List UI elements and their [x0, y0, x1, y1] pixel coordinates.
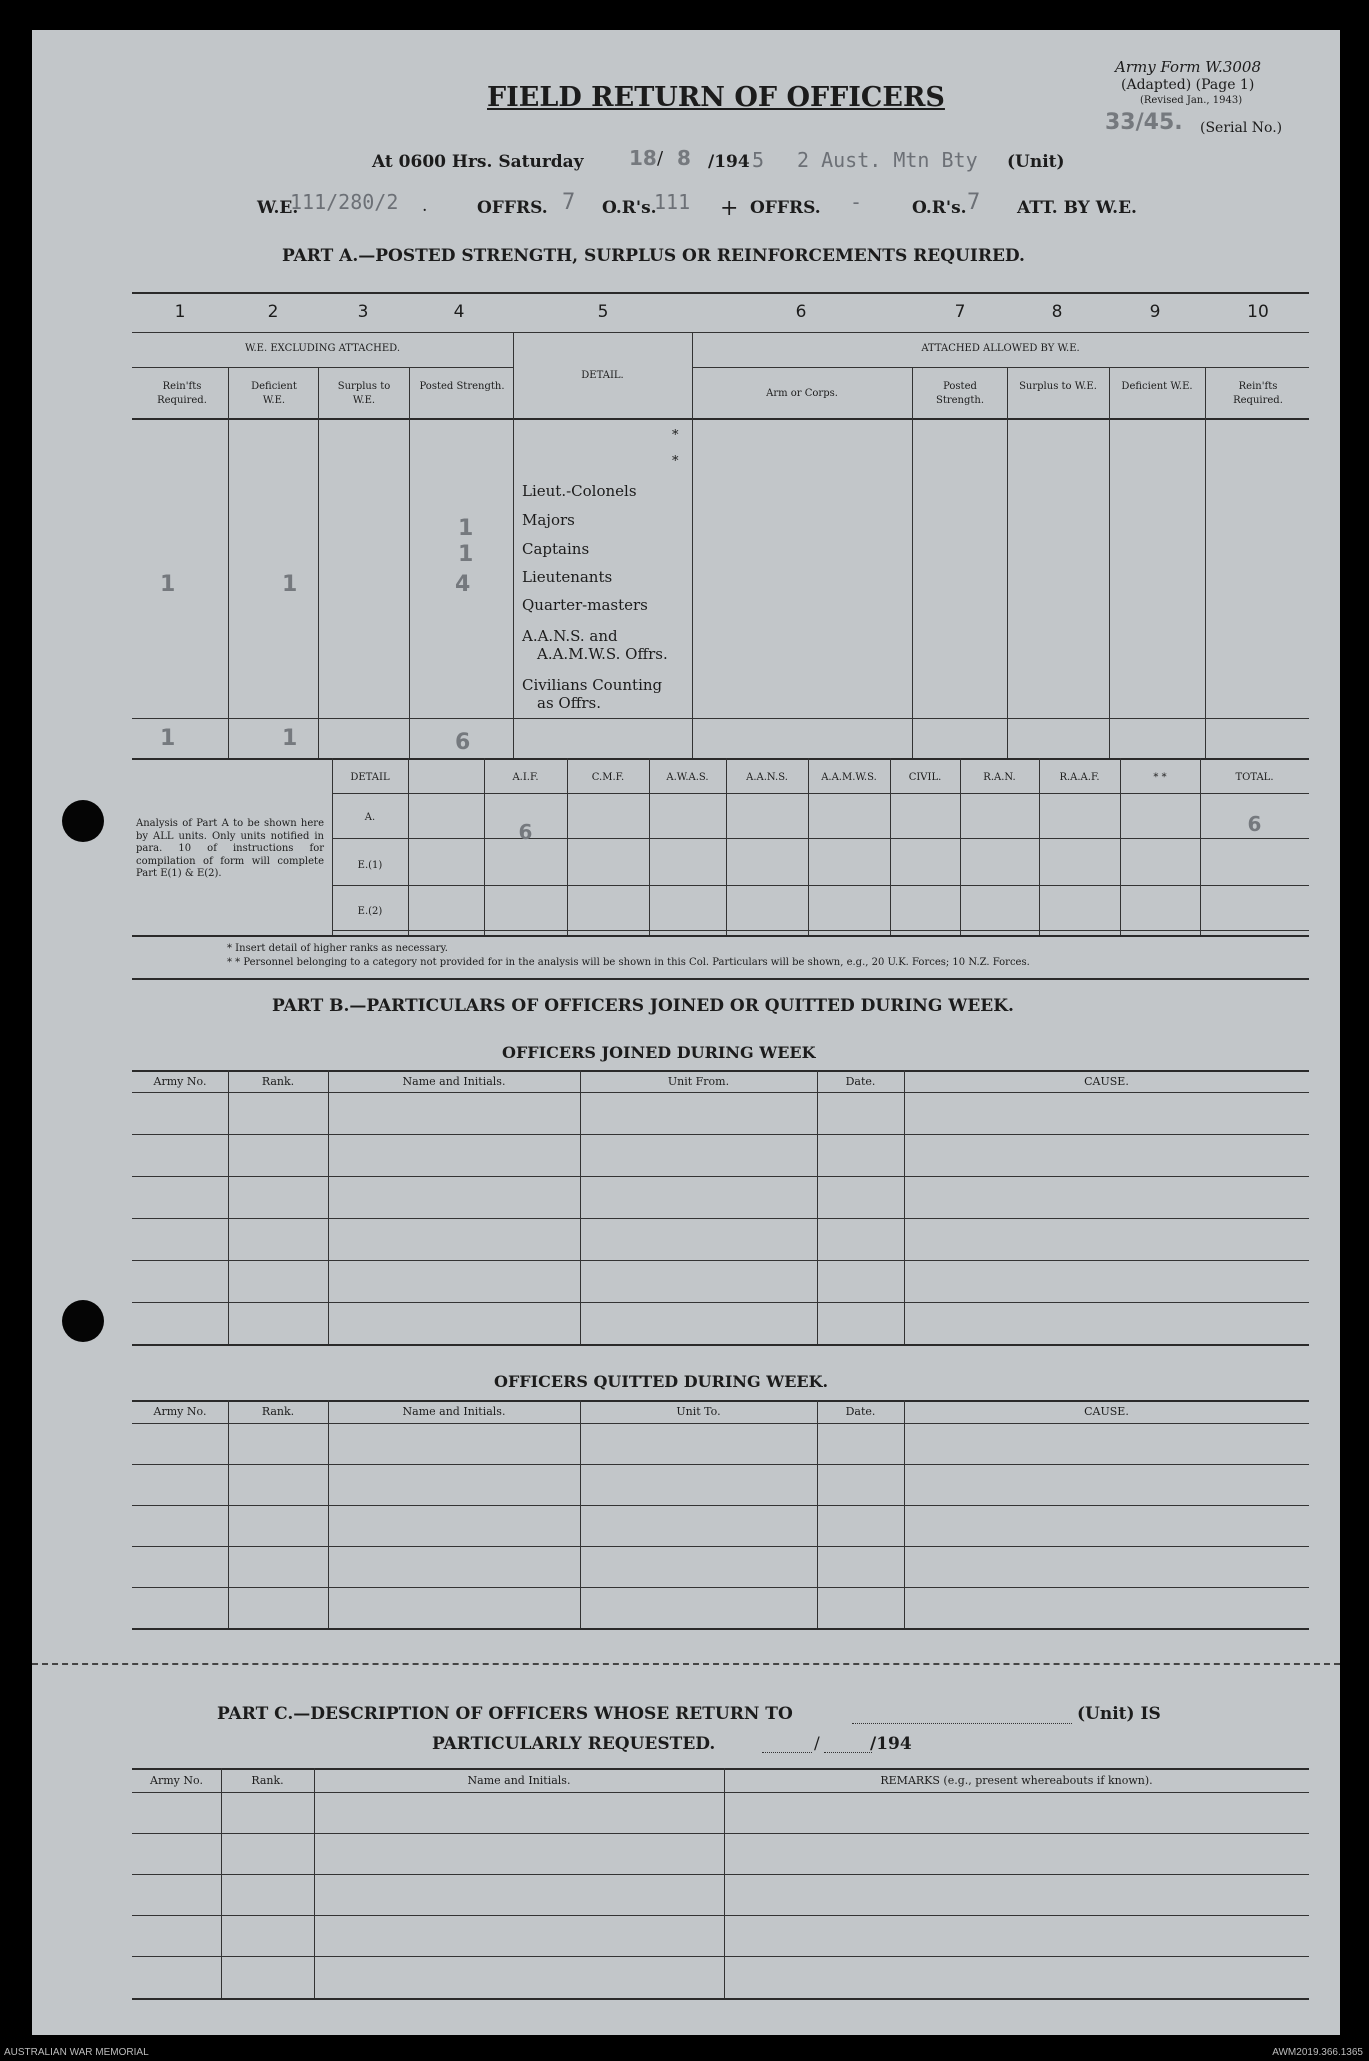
col-number: 9	[1149, 302, 1161, 322]
attached-allowed-header: ATTACHED ALLOWED BY W.E.	[921, 343, 1080, 354]
analysis-aif-value: 6	[518, 820, 533, 844]
joined-header: Name and Initials.	[402, 1075, 506, 1088]
date-blank	[762, 1752, 812, 1753]
rule	[132, 1400, 1309, 1402]
majors-posted: 1	[458, 516, 474, 541]
date-blank	[824, 1752, 872, 1753]
rule	[1200, 758, 1201, 935]
rule	[132, 332, 1309, 333]
rule	[228, 367, 229, 758]
rule	[132, 1505, 1309, 1506]
rule	[132, 978, 1309, 980]
quitted-header: Name and Initials.	[402, 1405, 506, 1418]
rule	[1205, 367, 1206, 758]
joined-header: Army No.	[153, 1075, 207, 1088]
rule	[132, 1344, 1309, 1346]
col-number: 3	[357, 302, 369, 322]
offrs2-label: OFFRS.	[750, 198, 821, 218]
analysis-row-label: E.(1)	[357, 860, 383, 871]
rank-lieutenants: Lieutenants	[522, 568, 613, 586]
rank-aamws: A.A.M.W.S. Offrs.	[537, 645, 668, 663]
total-posted: 6	[455, 730, 471, 755]
plus-sign: +	[720, 196, 739, 221]
ors-value: 111	[654, 190, 691, 214]
rule	[484, 758, 485, 935]
rule	[332, 930, 1309, 931]
date-year-typed: 5	[752, 148, 765, 172]
cut-line	[32, 1663, 1340, 1665]
rule	[132, 1792, 1309, 1793]
rule	[912, 367, 913, 758]
total-deficient: 1	[282, 726, 298, 751]
header-att-surplus: Surplus to W.E.	[1019, 381, 1097, 392]
rule	[132, 367, 513, 368]
rank-aans: A.A.N.S. and	[522, 627, 618, 645]
rule	[960, 758, 961, 935]
captains-posted: 1	[458, 542, 474, 567]
rule	[890, 758, 891, 935]
offrs-label: OFFRS.	[477, 198, 548, 218]
rule	[332, 885, 1309, 886]
analysis-row-label: A.	[364, 812, 376, 823]
rule	[132, 935, 1309, 937]
quitted-header: Unit To.	[676, 1405, 721, 1418]
rule	[808, 758, 809, 935]
col-number: 7	[954, 302, 966, 322]
rule	[1120, 758, 1121, 935]
rule	[132, 1070, 1309, 1072]
part-c-header: Army No.	[150, 1774, 203, 1787]
part-c-header: Name and Initials.	[467, 1774, 571, 1787]
analysis-header: A.W.A.S.	[666, 772, 709, 783]
rank-majors: Majors	[522, 511, 575, 529]
lieut-posted: 4	[455, 572, 471, 597]
rule	[314, 1768, 315, 1998]
rank-lieut-colonels: Lieut.-Colonels	[522, 482, 637, 500]
col-number: 4	[453, 302, 465, 322]
analysis-header: R.A.A.F.	[1059, 772, 1100, 783]
unit-name: 2 Aust. Mtn Bty	[797, 148, 978, 172]
quitted-title: OFFICERS QUITTED DURING WEEK.	[494, 1372, 829, 1391]
rule	[817, 1400, 818, 1628]
rule	[132, 1218, 1309, 1219]
col-number: 8	[1051, 302, 1063, 322]
part-a-title: PART A.—POSTED STRENGTH, SURPLUS OR REINFORCEMENTS REQUIRED.	[282, 246, 1025, 266]
date-day: 18	[629, 146, 657, 170]
header-arm-corps: Arm or Corps.	[766, 388, 838, 399]
page-title: FIELD RETURN OF OFFICERS	[487, 82, 945, 113]
att-label: ATT. BY W.E.	[1017, 198, 1137, 218]
rule	[132, 1956, 1309, 1957]
joined-header: Rank.	[261, 1075, 295, 1088]
rule	[1109, 367, 1110, 758]
rule	[1039, 758, 1040, 935]
header-posted: Posted Strength.	[419, 381, 505, 392]
col-number: 10	[1247, 302, 1269, 322]
rule	[132, 1587, 1309, 1588]
rule	[132, 1546, 1309, 1547]
lieut-reinf: 1	[160, 572, 176, 597]
ors2-label: O.R's.	[912, 198, 967, 218]
analysis-row-label: E.(2)	[357, 906, 383, 917]
offrs-value: 7	[562, 190, 576, 215]
analysis-header: TOTAL.	[1235, 772, 1274, 783]
col-number: 2	[267, 302, 279, 322]
header-att-reinf: Rein'fts Required.	[1233, 381, 1283, 406]
rule	[332, 793, 1309, 794]
rule	[132, 1768, 1309, 1770]
part-c-title2: PARTICULARLY REQUESTED.	[432, 1734, 716, 1754]
rule	[904, 1400, 905, 1628]
rule	[817, 1070, 818, 1344]
rule	[1007, 367, 1008, 758]
form-number: Army Form W.3008	[1115, 58, 1261, 76]
rule	[132, 1464, 1309, 1465]
rank-quarter-masters: Quarter-masters	[522, 596, 648, 614]
rule	[132, 1092, 1309, 1093]
analysis-header: C.M.F.	[591, 772, 625, 783]
we-excluding-header: W.E. EXCLUDING ATTACHED.	[244, 343, 401, 354]
rule	[332, 838, 1309, 839]
part-c-header: REMARKS (e.g., present whereabouts if known).	[880, 1774, 1153, 1787]
rule	[513, 332, 514, 758]
footnote-1: * Insert detail of higher ranks as necessary.	[227, 943, 448, 954]
rule	[132, 1628, 1309, 1630]
rule	[228, 1070, 229, 1344]
rule	[328, 1070, 329, 1344]
analysis-header: CIVIL.	[908, 772, 942, 783]
form-page	[32, 30, 1340, 2035]
part-c-header: Rank.	[251, 1774, 284, 1787]
rule	[132, 1423, 1309, 1424]
rule	[132, 1176, 1309, 1177]
part-c-date: /194	[870, 1734, 912, 1754]
analysis-header: DETAIL	[350, 772, 390, 783]
rank-civilians: Civilians Counting	[522, 676, 663, 694]
total-reinf: 1	[160, 726, 176, 751]
rule	[132, 718, 1309, 719]
rule	[904, 1070, 905, 1344]
quitted-header: Army No.	[153, 1405, 207, 1418]
part-c-unit: (Unit) IS	[1077, 1704, 1161, 1724]
rule	[567, 758, 568, 935]
rule	[132, 1260, 1309, 1261]
rule	[132, 418, 1309, 420]
joined-header: Unit From.	[667, 1075, 730, 1088]
form-revised: (Revised Jan., 1943)	[1140, 95, 1243, 106]
header-reinf: Rein'fts Required.	[157, 381, 207, 406]
rule	[580, 1070, 581, 1344]
header-att-posted: Posted Strength.	[935, 381, 985, 406]
joined-title: OFFICERS JOINED DURING WEEK	[502, 1043, 816, 1062]
rule	[221, 1768, 222, 1998]
quitted-header: Rank.	[261, 1405, 295, 1418]
rule	[409, 367, 410, 758]
header-deficient: Deficient W.E.	[251, 381, 297, 406]
star-marker: *	[672, 428, 679, 443]
punch-hole	[62, 1300, 104, 1342]
header-att-deficient: Deficient W.E.	[1121, 381, 1193, 392]
joined-header: Date.	[845, 1075, 876, 1088]
footnote-2: * * Personnel belonging to a category not provided for in the analysis will be shown in this Col. Particulars will be shown, e.g., 20 U.K. Forces; 10 N.Z. Forces.	[227, 957, 1030, 968]
rule	[132, 1915, 1309, 1916]
part-c-slash: /	[814, 1734, 820, 1754]
rule	[228, 1400, 229, 1628]
star-marker: *	[672, 454, 679, 469]
rule	[132, 1833, 1309, 1834]
date-month: 8	[677, 146, 691, 170]
footer-accession: AWM2019.366.1365	[1272, 2047, 1363, 2058]
rule	[132, 758, 1309, 760]
rule	[328, 1400, 329, 1628]
ors2-value: 7	[967, 190, 981, 215]
rule	[580, 1400, 581, 1628]
rule	[726, 758, 727, 935]
analysis-header: A.A.M.W.S.	[821, 772, 877, 783]
rule	[408, 758, 409, 935]
analysis-total-value: 6	[1247, 812, 1262, 836]
rule	[132, 1874, 1309, 1875]
lieut-deficient: 1	[282, 572, 298, 597]
date-slash: /	[657, 148, 664, 169]
we-label: W.E.	[257, 198, 299, 218]
time-label: At 0600 Hrs. Saturday	[372, 152, 584, 172]
serial-label: (Serial No.)	[1200, 120, 1283, 136]
analysis-header: A.A.N.S.	[746, 772, 788, 783]
date-year: /194	[708, 152, 750, 172]
analysis-header: A.I.F.	[512, 772, 539, 783]
rule	[132, 292, 1309, 294]
form-adapted: (Adapted) (Page 1)	[1121, 77, 1255, 93]
unit-label: (Unit)	[1007, 152, 1065, 172]
we-dot: .	[422, 196, 428, 216]
col-number: 5	[597, 302, 609, 322]
ors-label: O.R's.	[602, 198, 657, 218]
header-surplus: Surplus to W.E.	[337, 381, 391, 406]
analysis-header: * *	[1153, 772, 1167, 783]
rule	[132, 1134, 1309, 1135]
col-number: 1	[174, 302, 186, 322]
unit-blank	[852, 1723, 1072, 1724]
col-number: 6	[795, 302, 807, 322]
footer-credit: AUSTRALIAN WAR MEMORIAL	[4, 2047, 149, 2058]
serial-value: 33/45.	[1105, 110, 1183, 135]
analysis-note: Analysis of Part A to be shown here by ALL units. Only units notified in para. 10 of instructions for compilation of form will complete Part E(1) & E(2).	[136, 818, 324, 879]
rule	[649, 758, 650, 935]
rank-civilians-cont: as Offrs.	[537, 694, 601, 712]
offrs2-value: -	[850, 190, 863, 214]
detail-header: DETAIL.	[581, 370, 624, 381]
analysis-header: R.A.N.	[983, 772, 1016, 783]
joined-header: CAUSE.	[1084, 1075, 1129, 1088]
part-c-title: PART C.—DESCRIPTION OF OFFICERS WHOSE RETURN TO	[217, 1704, 793, 1724]
we-value: 111/280/2	[290, 190, 399, 214]
rule	[132, 1302, 1309, 1303]
part-b-title: PART B.—PARTICULARS OF OFFICERS JOINED OR QUITTED DURING WEEK.	[272, 996, 1014, 1016]
quitted-header: CAUSE.	[1084, 1405, 1129, 1418]
rule	[132, 1998, 1309, 2000]
rule	[724, 1768, 725, 1998]
quitted-header: Date.	[845, 1405, 876, 1418]
rule	[692, 367, 1309, 368]
punch-hole	[62, 800, 104, 842]
rank-captains: Captains	[522, 540, 590, 558]
rule	[318, 367, 319, 758]
